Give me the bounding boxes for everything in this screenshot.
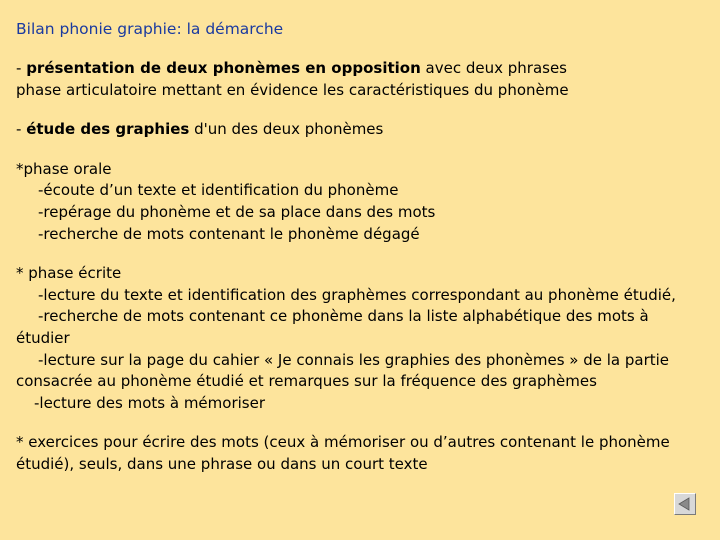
slide-content: [16, 18, 716, 494]
oral-item: -écoute d’un texte et identification du phonème: [38, 181, 399, 200]
written-item: -lecture du texte et identification des graphèmes correspondant au phonème étudié,: [38, 285, 676, 304]
back-button[interactable]: [674, 493, 696, 515]
written-heading: * phase écrite: [16, 264, 122, 283]
graphies-dash: -: [16, 120, 27, 139]
section-graphies: [16, 119, 716, 141]
written-item: -lecture sur la page du cahier « Je connais les graphies des phonèmes » de la partie: [38, 350, 670, 369]
oral-item: -recherche de mots contenant le phonème dégagé: [38, 224, 420, 243]
section-written-phase: [16, 263, 716, 414]
graphies-rest-text: d'un des deux phonèmes: [189, 120, 384, 139]
presentation-line: [16, 58, 716, 80]
oral-item: -repérage du phonème et de sa place dans des mots: [38, 202, 436, 221]
graphies-line: [16, 119, 716, 141]
exercises-line: * exercices pour écrire des mots (ceux à mémoriser ou d’autres contenant le phonème: [16, 433, 670, 452]
graphies-bold-text: étude des graphies: [26, 120, 190, 139]
presentation-bold-text: présentation de deux phonèmes en opposition: [26, 59, 421, 77]
written-item-continuation: étudier: [16, 328, 70, 347]
section-oral-phase: [16, 159, 716, 245]
section-exercises: [16, 432, 716, 475]
exercises-line: étudié), seuls, dans une phrase ou dans un court texte: [16, 454, 428, 473]
presentation-dash: -: [16, 59, 27, 77]
presentation-rest-text: avec deux phrases: [420, 59, 567, 77]
written-item: -recherche de mots contenant ce phonème dans la liste alphabétique des mots à: [38, 307, 649, 326]
page-title: Bilan phonie graphie: la démarche: [16, 20, 284, 38]
triangle-left-icon: [675, 494, 695, 514]
written-item-continuation: consacrée au phonème étudié et remarques sur la fréquence des graphèmes: [16, 372, 597, 391]
written-item: -lecture des mots à mémoriser: [34, 393, 265, 412]
section-presentation: [16, 58, 716, 101]
oral-heading: *phase orale: [16, 159, 112, 178]
articulation-line: phase articulatoire mettant en évidence les caractéristiques du phonème: [16, 80, 569, 99]
